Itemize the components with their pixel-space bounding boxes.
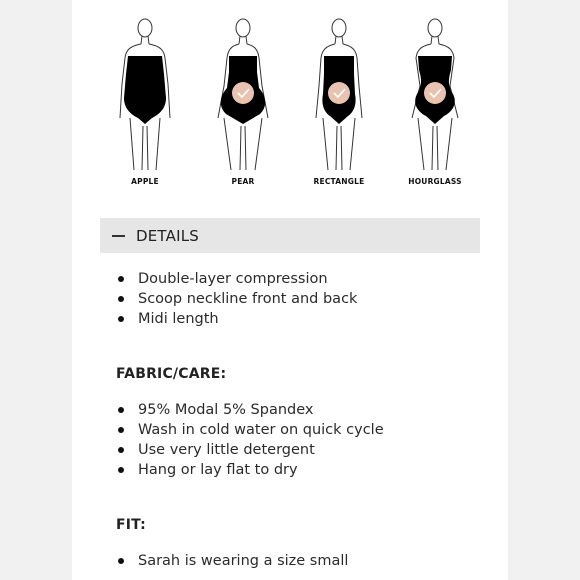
hourglass-check-badge [424,82,446,104]
body-type-label: APPLE [131,177,159,186]
fit-list [116,551,348,571]
list-item: Scoop neckline front and back [116,289,357,309]
body-type-rectangle [294,14,384,194]
fabric-care-list [116,400,384,480]
body-type-apple [100,14,190,194]
rectangle-silhouette-icon [294,14,384,172]
rectangle-check-badge [328,82,350,104]
details-accordion-toggle[interactable] [100,218,480,253]
body-type-label: RECTANGLE [313,177,365,186]
list-item: 95% Modal 5% Spandex [116,400,384,420]
body-type-pear [198,14,288,194]
pear-silhouette-icon [198,14,288,172]
body-type-label: HOURGLASS [408,177,462,186]
body-type-chart [72,0,508,200]
list-item: Hang or lay flat to dry [116,460,384,480]
body-type-hourglass [390,14,480,194]
list-item: Use very little detergent [116,440,384,460]
pear-check-badge [232,82,254,104]
apple-silhouette-icon [100,14,190,172]
body-type-label: PEAR [231,177,255,186]
details-list [116,269,357,329]
list-item: Wash in cold water on quick cycle [116,420,384,440]
hourglass-silhouette-icon [390,14,480,172]
list-item: Double-layer compression [116,269,357,289]
list-item: Midi length [116,309,357,329]
fit-heading: FIT: [116,517,146,533]
details-title: DETAILS [136,226,199,245]
list-item: Sarah is wearing a size small [116,551,348,571]
minus-icon[interactable] [112,235,125,237]
product-details-panel [72,0,508,580]
fabric-care-heading: FABRIC/CARE: [116,366,227,382]
